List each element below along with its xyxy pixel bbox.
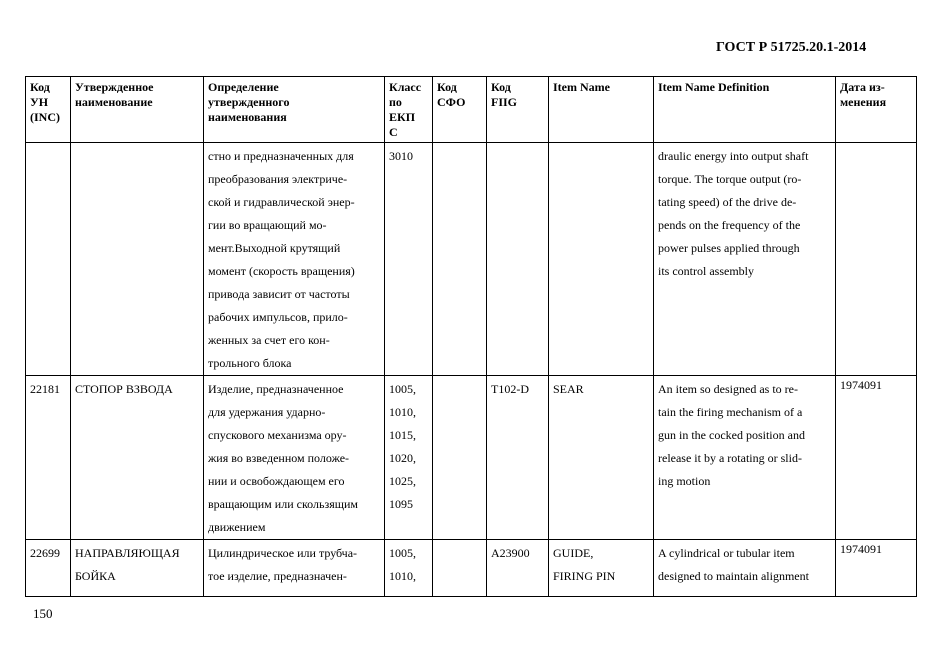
column-header-line: наименования xyxy=(208,110,287,124)
column-header-name xyxy=(71,77,204,143)
table-row xyxy=(26,376,917,540)
column-header-line: СФО xyxy=(437,95,466,109)
column-header-line: FIIG xyxy=(491,95,518,109)
cell-line: 1025, xyxy=(389,474,416,488)
cell-line: вращающим или скользящим xyxy=(208,497,358,511)
column-header-line: Код xyxy=(437,80,457,94)
definition-cell xyxy=(204,143,385,376)
cell-line: its control assembly xyxy=(658,264,754,278)
cell-line: 1010, xyxy=(389,405,416,419)
sfo-cell xyxy=(433,540,487,597)
cell-line: 22181 xyxy=(30,382,60,396)
column-header-line: Утвержденное xyxy=(75,80,154,94)
column-header-line: ЕКП xyxy=(389,110,416,124)
column-header-line: утвержденного xyxy=(208,95,290,109)
class-cell xyxy=(385,143,433,376)
sfo-cell xyxy=(433,143,487,376)
column-header-line: Item Name Definition xyxy=(658,80,770,94)
column-header-class xyxy=(385,77,433,143)
item-definition-cell xyxy=(654,376,836,540)
name-cell xyxy=(71,143,204,376)
table-header-row xyxy=(26,77,917,143)
cell-line: для удержания ударно- xyxy=(208,405,326,419)
sfo-cell xyxy=(433,376,487,540)
cell-line: tain the firing mechanism of a xyxy=(658,405,803,419)
cell-line: gun in the cocked position and xyxy=(658,428,805,442)
inc-cell xyxy=(26,376,71,540)
cell-line: pends on the frequency of the xyxy=(658,218,801,232)
cell-line: привода зависит от частоты xyxy=(208,287,350,301)
cell-line: 3010 xyxy=(389,149,413,163)
cell-line: A23900 xyxy=(491,546,530,560)
cell-line: БОЙКА xyxy=(75,569,116,583)
cell-line: tating speed) of the drive de- xyxy=(658,195,797,209)
column-header-item-definition xyxy=(654,77,836,143)
column-header-line: С xyxy=(389,125,398,139)
page-number: 150 xyxy=(33,606,53,621)
column-header-line: Код xyxy=(30,80,50,94)
cell-line: нии и освобождающем его xyxy=(208,474,345,488)
cell-line: движением xyxy=(208,520,266,534)
column-header-line: Класс xyxy=(389,80,422,94)
column-header-line: УН xyxy=(30,95,49,109)
cell-line: 1005, xyxy=(389,382,416,396)
cell-line: draulic energy into output shaft xyxy=(658,149,809,163)
cell-line: спускового механизма ору- xyxy=(208,428,347,442)
item-name-cell xyxy=(549,143,654,376)
cell-line: 1974091 xyxy=(840,378,882,392)
date-cell xyxy=(836,540,917,597)
cell-line: ской и гидравлической энер- xyxy=(208,195,355,209)
column-header-inc xyxy=(26,77,71,143)
page-header: ГОСТ Р 51725.20.1-2014 xyxy=(716,40,867,55)
column-header-line: Item Name xyxy=(553,80,610,94)
inc-cell xyxy=(26,143,71,376)
cell-line: рабочих импульсов, прило- xyxy=(208,310,348,324)
cell-line: 1020, xyxy=(389,451,416,465)
cell-line: 1005, xyxy=(389,546,416,560)
column-header-line: Дата из- xyxy=(840,80,885,94)
inc-cell xyxy=(26,540,71,597)
date-cell xyxy=(836,143,917,376)
cell-line: стно и предназначенных для xyxy=(208,149,354,163)
cell-line: ing motion xyxy=(658,474,711,488)
cell-line: A cylindrical or tubular item xyxy=(658,546,795,560)
cell-line: гии во вращающий мо- xyxy=(208,218,327,232)
cell-line: жия во взведенном положе- xyxy=(208,451,350,465)
cell-line: женных за счет его кон- xyxy=(208,333,330,347)
class-cell xyxy=(385,540,433,597)
column-header-definition xyxy=(204,77,385,143)
cell-line: 1974091 xyxy=(840,542,882,556)
column-header-sfo xyxy=(433,77,487,143)
name-cell xyxy=(71,540,204,597)
column-header-fiig xyxy=(487,77,549,143)
cell-line: T102-D xyxy=(491,382,529,396)
column-header-item-name xyxy=(549,77,654,143)
date-cell xyxy=(836,376,917,540)
fiig-cell xyxy=(487,376,549,540)
cell-line: torque. The torque output (ro- xyxy=(658,172,802,186)
column-header-line: Код xyxy=(491,80,511,94)
cell-line: 1095 xyxy=(389,497,413,511)
cell-line: преобразования электриче- xyxy=(208,172,348,186)
column-header-line: по xyxy=(389,95,402,109)
cell-line: 22699 xyxy=(30,546,60,560)
cell-line: power pulses applied through xyxy=(658,241,800,255)
column-header-line: (INC) xyxy=(30,110,60,124)
cell-line: трольного блока xyxy=(208,356,292,370)
cell-line: НАПРАВЛЯЮЩАЯ xyxy=(75,546,180,560)
cell-line: designed to maintain alignment xyxy=(658,569,809,583)
name-cell xyxy=(71,376,204,540)
fiig-cell xyxy=(487,143,549,376)
item-name-cell xyxy=(549,376,654,540)
cell-line: Цилиндрическое или трубча- xyxy=(208,546,358,560)
item-definition-cell xyxy=(654,540,836,597)
cell-line: мент.Выходной крутящий xyxy=(208,241,341,255)
item-name-cell xyxy=(549,540,654,597)
cell-line: GUIDE, xyxy=(553,546,594,560)
class-cell xyxy=(385,376,433,540)
cell-line: 1010, xyxy=(389,569,416,583)
item-definition-cell xyxy=(654,143,836,376)
data-table xyxy=(25,76,917,597)
column-header-date xyxy=(836,77,917,143)
cell-line: release it by a rotating or slid- xyxy=(658,451,802,465)
column-header-line: менения xyxy=(840,95,887,109)
cell-line: Изделие, предназначенное xyxy=(208,382,344,396)
definition-cell xyxy=(204,376,385,540)
cell-line: СТОПОР ВЗВОДА xyxy=(75,382,173,396)
column-header-line: Определение xyxy=(208,80,279,94)
cell-line: SEAR xyxy=(553,382,584,396)
cell-line: FIRING PIN xyxy=(553,569,616,583)
definition-cell xyxy=(204,540,385,597)
cell-line: 1015, xyxy=(389,428,416,442)
cell-line: An item so designed as to re- xyxy=(658,382,798,396)
table-row xyxy=(26,143,917,376)
cell-line: тое изделие, предназначен- xyxy=(208,569,347,583)
fiig-cell xyxy=(487,540,549,597)
cell-line: момент (скорость вращения) xyxy=(208,264,355,278)
column-header-line: наименование xyxy=(75,95,153,109)
table-row xyxy=(26,540,917,597)
